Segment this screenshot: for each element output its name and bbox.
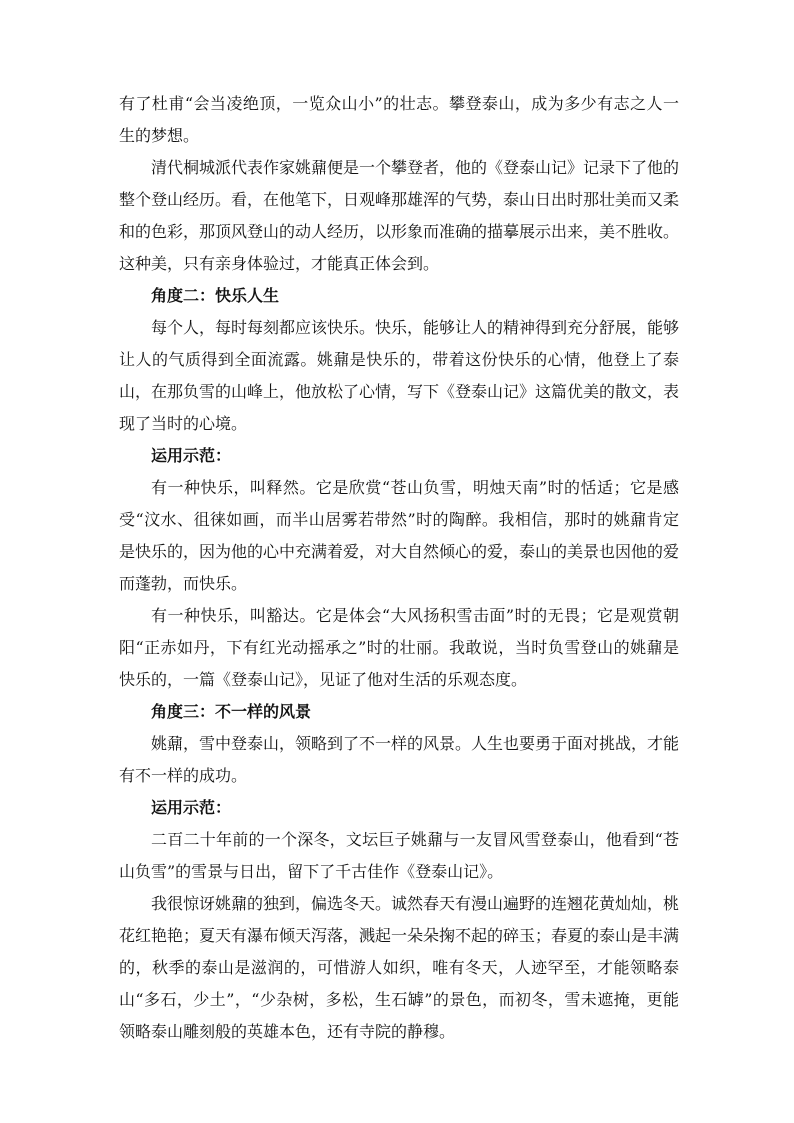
paragraph-1: 有了杜甫“会当凌绝顶，一览众山小”的壮志。攀登泰山，成为多少有志之人一生的梦想。 bbox=[119, 94, 679, 145]
paragraph-7: 二百二十年前的一个深冬，文坛巨子姚鼐与一友冒风雪登泰山，他看到“苍山负雪”的雪景与日出，留下了千古佳作《登泰山记》。 bbox=[119, 830, 679, 881]
section-heading-angle-two: 角度二：快乐人生 bbox=[151, 286, 280, 305]
sub-heading-example-2: 运用示范： bbox=[151, 798, 232, 817]
paragraph-3: 每个人，每时每刻都应该快乐。快乐，能够让人的精神得到充分舒展，能够让人的气质得到全面流露。姚鼐是快乐的，带着这份快乐的心情，他登上了泰山，在那负雪的山峰上，他放松了心情，写下《登泰山记》这篇优美的散文，表现了当时的心境。 bbox=[119, 318, 680, 433]
paragraph-8: 我很惊讶姚鼐的独到，偏选冬天。诚然春天有漫山遍野的连翘花黄灿灿，桃花红艳艳；夏天有瀑布倾天泻落，溅起一朵朵掬不起的碎玉；春夏的泰山是丰满的，秋季的泰山是滋润的，可惜游人如织，唯有冬天，人迹罕至，才能领略泰山“多石，少土”，“少杂树，多松，生石罅”的景色，而初冬，雪未遮掩，更能领略泰山雕刻般的英雄本色，还有寺院的静穆。 bbox=[119, 894, 680, 1041]
paragraph-6: 姚鼐，雪中登泰山，领略到了不一样的风景。人生也要勇于面对挑战，才能有不一样的成功。 bbox=[119, 734, 680, 785]
paragraph-2: 清代桐城派代表作家姚鼐便是一个攀登者，他的《登泰山记》记录下了他的整个登山经历。看，在他笔下，日观峰那雄浑的气势，泰山日出时那壮美而又柔和的色彩，那顶风登山的动人经历，以形象而准确的描摹展示出来，美不胜收。这种美，只有亲身体验过，才能真正体会到。 bbox=[119, 158, 680, 273]
paragraph-5: 有一种快乐，叫豁达。它是体会“大风扬积雪击面”时的无畏；它是观赏朝阳“正赤如丹，下有红光动摇承之”时的壮丽。我敢说，当时负雪登山的姚鼐是快乐的，一篇《登泰山记》，见证了他对生活的乐观态度。 bbox=[119, 606, 679, 689]
sub-heading-example-1: 运用示范： bbox=[151, 446, 232, 465]
document-body bbox=[119, 88, 679, 1048]
section-heading-angle-three: 角度三：不一样的风景 bbox=[151, 702, 312, 721]
paragraph-4: 有一种快乐，叫释然。它是欣赏“苍山负雪，明烛天南”时的恬适；它是感受“汶水、徂徕如画，而半山居雾若带然”时的陶醉。我相信，那时的姚鼐肯定是快乐的，因为他的心中充满着爱，对大自然倾心的爱，泰山的美景也因他的爱而蓬勃，而快乐。 bbox=[119, 478, 680, 593]
